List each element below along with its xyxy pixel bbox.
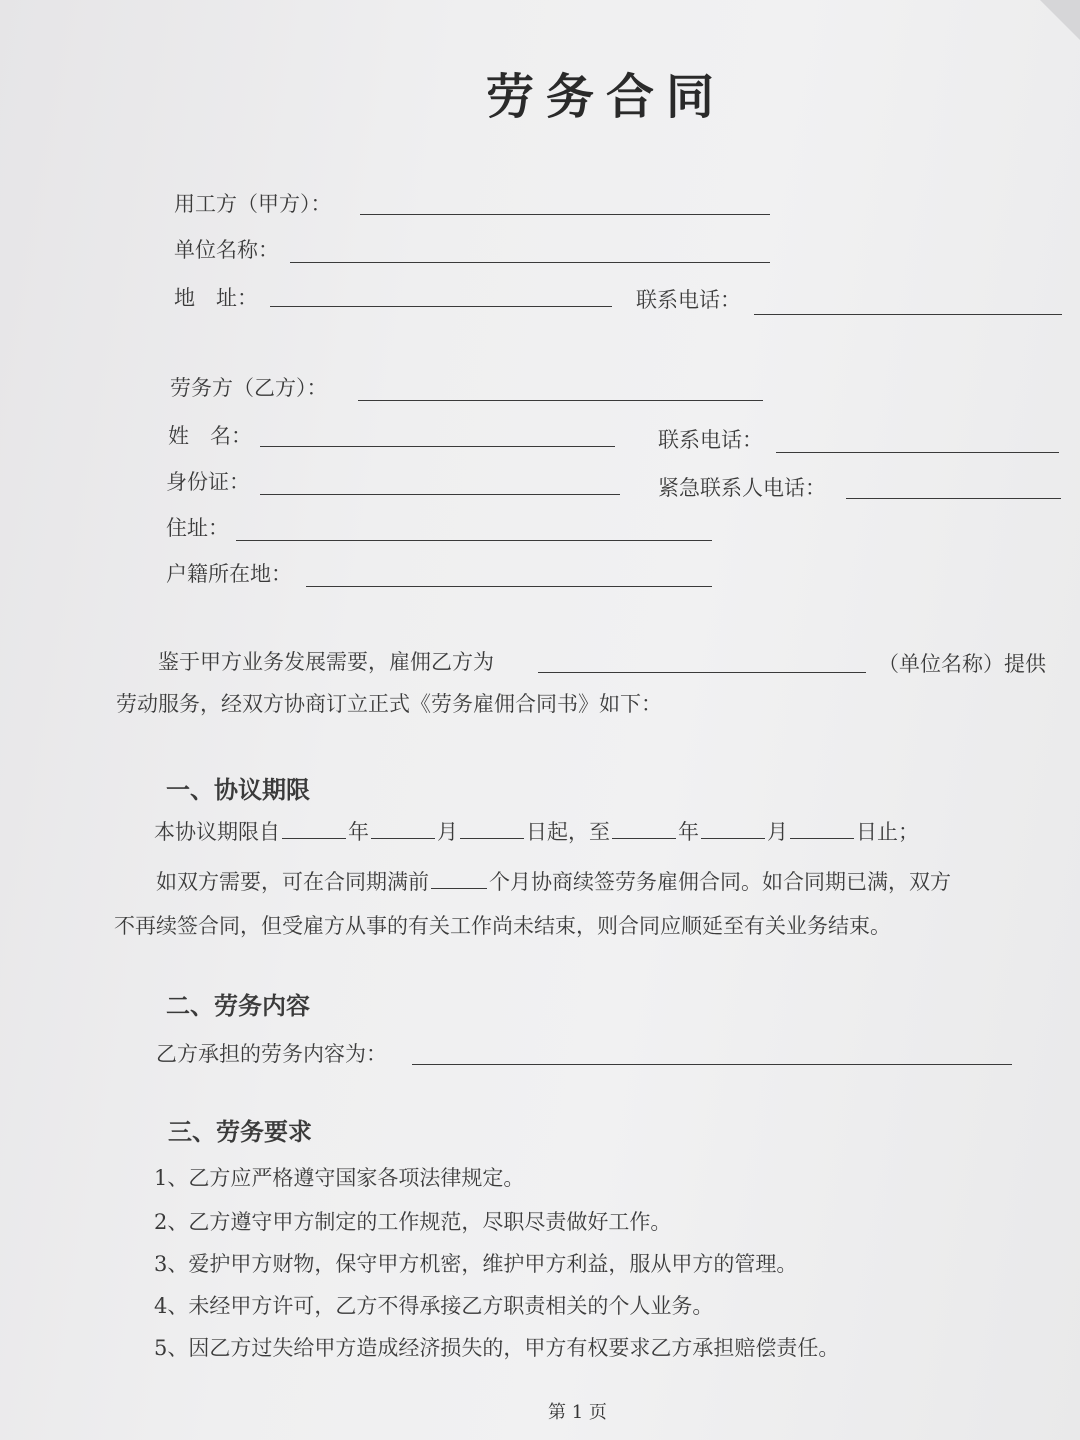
party-b-phone-label: 联系电话： [658, 428, 763, 452]
requirement-item: 5、因乙方过失给甲方造成经济损失的，甲方有权要求乙方承担赔偿责任。 [154, 1336, 840, 1360]
term-year: 年 [348, 820, 369, 844]
term-day-from: 日起，至 [526, 820, 610, 844]
requirement-item: 4、未经甲方许可，乙方不得承接乙方职责相关的个人业务。 [154, 1294, 714, 1318]
renew-line [156, 866, 951, 896]
page-number: 第 1 页 [548, 1402, 607, 1423]
party-a-address-blank [270, 306, 612, 307]
party-b-address-label: 住址： [166, 516, 229, 540]
party-a-blank [360, 214, 770, 215]
emergency-phone-label: 紧急联系人电话： [658, 476, 826, 500]
household-blank [306, 586, 712, 587]
term-prefix: 本协议期限自 [154, 820, 280, 844]
renew-text-line2: 不再续签合同，但受雇方从事的有关工作尚未结束，则合同应顺延至有关业务结束。 [114, 914, 891, 938]
term-line [154, 816, 919, 846]
requirement-item: 3、爱护甲方财物，保守甲方机密，维护甲方利益，服从甲方的管理。 [154, 1252, 798, 1276]
party-b-name-blank [260, 446, 615, 447]
requirement-item: 2、乙方遵守甲方制定的工作规范，尽职尽责做好工作。 [154, 1210, 672, 1234]
term-year-2: 年 [678, 820, 699, 844]
section-3-heading: 三、劳务要求 [168, 1117, 312, 1146]
end-year-blank [612, 818, 676, 839]
party-b-address-blank [236, 540, 712, 541]
party-b-phone-blank [776, 452, 1059, 453]
service-content-label: 乙方承担的劳务内容为： [156, 1042, 387, 1066]
document-title: 劳务合同 [486, 69, 727, 125]
term-day-to: 日止； [856, 820, 919, 844]
party-b-name-label: 姓 名： [168, 424, 252, 448]
unit-name-label: 单位名称： [174, 238, 279, 262]
party-a-phone-blank [754, 314, 1062, 315]
page-corner [1040, 0, 1080, 40]
emergency-phone-blank [846, 498, 1061, 499]
intro-unit-blank [538, 672, 866, 673]
start-day-blank [460, 818, 524, 839]
start-year-blank [282, 818, 346, 839]
renew-text-1: 如双方需要，可在合同期满前 [156, 870, 429, 894]
section-1-heading: 一、协议期限 [166, 775, 310, 804]
party-b-blank [358, 400, 763, 401]
household-label: 户籍所在地： [166, 562, 292, 586]
end-month-blank [701, 818, 765, 839]
section-2-heading: 二、劳务内容 [166, 991, 310, 1020]
party-b-label: 劳务方（乙方）： [170, 376, 328, 400]
intro-text-line2: 劳动服务，经双方协商订立正式《劳务雇佣合同书》如下： [116, 692, 662, 716]
term-month: 月 [437, 820, 458, 844]
party-a-label: 用工方（甲方）： [174, 192, 332, 216]
requirement-item: 1、乙方应严格遵守国家各项法律规定。 [154, 1166, 525, 1190]
renew-text-2: 个月协商续签劳务雇佣合同。如合同期已满，双方 [489, 870, 951, 894]
term-month-2: 月 [767, 820, 788, 844]
id-card-blank [260, 494, 620, 495]
start-month-blank [371, 818, 435, 839]
unit-name-blank [290, 262, 770, 263]
party-a-phone-label: 联系电话： [636, 288, 741, 312]
id-card-label: 身份证： [166, 470, 250, 494]
service-content-blank [412, 1064, 1012, 1065]
intro-text-1: 鉴于甲方业务发展需要，雇佣乙方为 [158, 650, 494, 674]
end-day-blank [790, 818, 854, 839]
intro-text-2: （单位名称）提供 [878, 652, 1046, 676]
renew-months-blank [431, 868, 487, 889]
party-a-address-label: 地 址： [174, 286, 258, 310]
